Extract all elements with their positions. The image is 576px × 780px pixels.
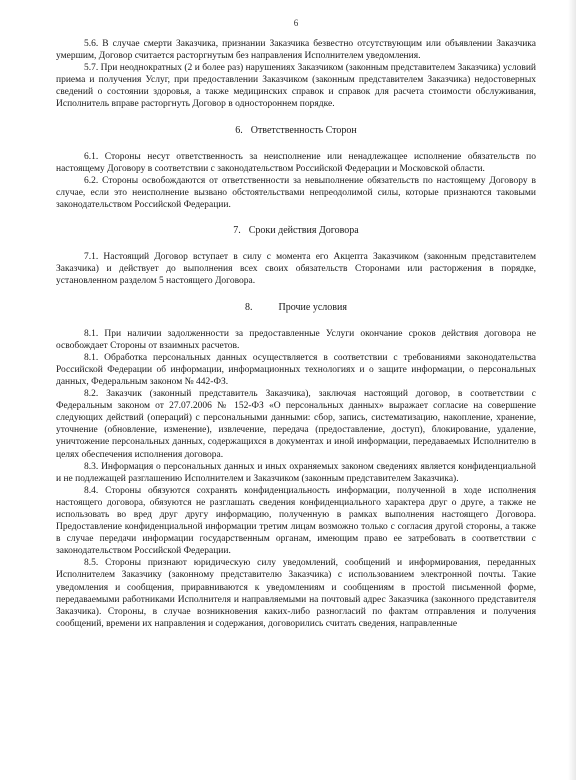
section-title: Сроки действия Договора	[248, 225, 359, 237]
paragraph-8-3: 8.3. Информация о персональных данных и иных охраняемых законом сведениях является конфиденциальной и не подлежащей разглашению Исполнителем и Заказчиком (законным представителем Заказчика).	[56, 461, 536, 484]
paragraph-8-4: 8.4. Стороны обязуются сохранять конфиденциальность информации, полученной в ходе исполнения настоящего договора, обязуются не разглашать сведения конфиденциального характера друг о друге, а также не использовать во вред друг другу информацию, полученную в рамках выполнения настоящего Договора. Предоставление конфиденциальной информации третим лицам возможно только с согласия другой стороны, а также в случае передачи информации государственным органам, имеющим право ее затребовать в соответствии с законодательством Российской Федерации.	[56, 485, 536, 557]
document-page	[56, 0, 536, 780]
document-body	[56, 38, 536, 630]
section-heading-6	[56, 125, 536, 137]
paragraph-6-1: 6.1. Стороны несут ответственность за неисполнение или ненадлежащее исполнение обязательств по настоящему Договору в соответствии с законодательством Российской Федерации и Московской области.	[56, 151, 536, 174]
section-heading-8	[56, 302, 536, 314]
paragraph-8-1-a: 8.1. При наличии задолженности за предоставленные Услуги окончание сроков действия договора не освобождает Стороны от взаимных расчетов.	[56, 328, 536, 351]
section-title: Прочие условия	[278, 301, 347, 313]
section-number: 8.	[245, 301, 253, 313]
section-number: 6.	[235, 124, 243, 136]
section-heading-7	[56, 225, 536, 237]
paragraph-8-1-b: 8.1. Обработка персональных данных осуществляется в соответствии с требованиями законодательства Российской Федерации об информации, информационных технологиях и о защите информации, о персональных данных, Федеральным законом № 442-ФЗ.	[56, 352, 536, 387]
section-number: 7.	[233, 225, 241, 237]
paragraph-5-6: 5.6. В случае смерти Заказчика, признании Заказчика безвестно отсутствующим или объявлении Заказчика умершим, Договор считается расторгнутым без направления Исполнителем уведомления.	[56, 39, 536, 62]
paragraph-7-1: 7.1. Настоящий Договор вступает в силу с момента его Акцепта Заказчиком (законным представителем Заказчика) и действует до выполнения всех своих обязательств Сторонами или расторжения в порядке, установленном разделом 5 настоящего Договора.	[56, 252, 536, 287]
page-number: 6	[293, 18, 299, 28]
section-title: Ответственность Сторон	[250, 124, 357, 136]
paragraph-6-2: 6.2. Стороны освобождаются от ответственности за невыполнение обязательств по настоящему Договору в случае, если это неисполнение вызвано обстоятельствами непреодолимой силы, которые признаются таковыми законодательством Российской Федерации.	[56, 175, 536, 211]
paragraph-8-5: 8.5. Стороны признают юридическую силу уведомлений, сообщений и информирования, переданных Исполнителем Заказчику (законному представителю Заказчика) с использованием электронной почты. Такие уведомления и сообщения, приравниваются к уведомлениям и сообщениям в простой письменной форме, передаваемыми работниками Исполнителя и направляемыми на почтовый адрес Заказчика (законного представителя Заказчика). Стороны, в случае возникновения каких-либо разногласий по фактам отправления и получения сообщений, времени их направления и содержания, договорились считать сведения, направленные	[56, 558, 536, 629]
page-edge-shadow	[568, 0, 576, 780]
paragraph-5-7: 5.7. При неоднократных (2 и более раз) нарушениях Заказчиком (законным представителем Заказчика) условий приема и получения Услуг, при предоставлении Заказчиком (законным представителем Заказчика) недостоверных сведений о состоянии здоровья, а также медицинских справок и справок для расчета стоимости обслуживания, Исполнитель вправе расторгнуть Договор в одностороннем порядке.	[56, 63, 536, 110]
paragraph-8-2: 8.2. Заказчик (законный представитель Заказчика), заключая настоящий договор, в соответствии с Федеральным законом от 27.07.2006 № 152-ФЗ «О персональных данных» выражает согласие на совершение следующих действий (операций) с персональными данными: сбор, запись, систематизацию, накопление, хранение, уточнение (обновление, изменение), извлечение, передача (предоставление, доступ), блокирование, удаление, уничтожение персональных данных, содержащихся в документах и иной информации, передаваемых Исполнителю в целях обеспечения исполнения договора.	[56, 389, 536, 460]
